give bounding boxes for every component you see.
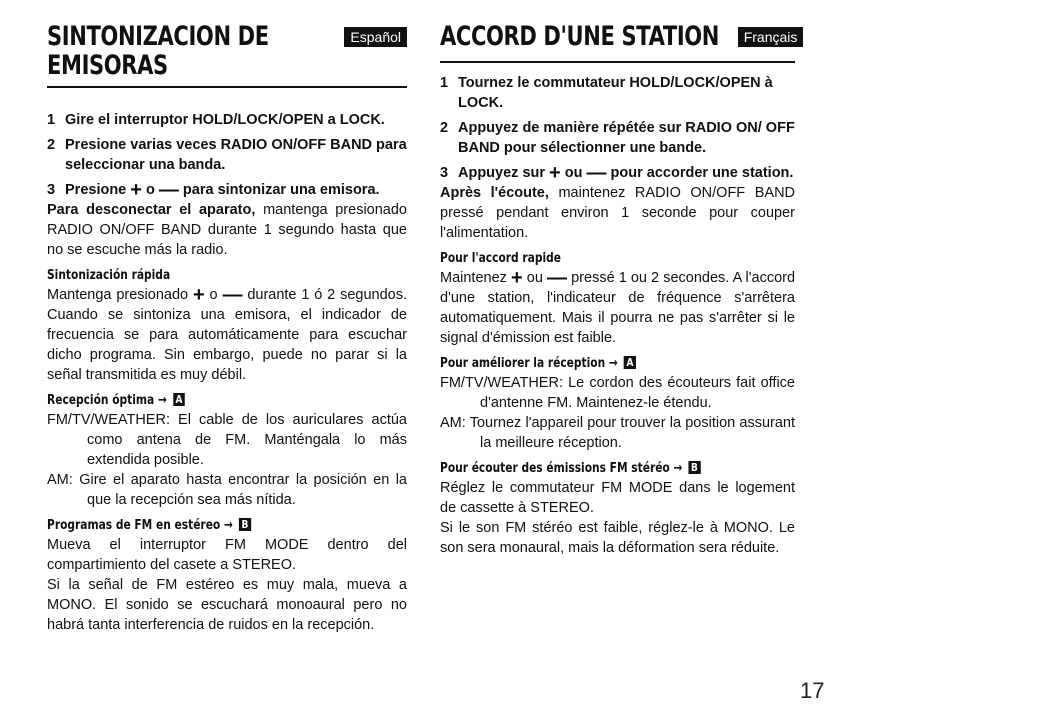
stereo-text-2: Si la señal de FM estéreo es muy mala, mueva a MONO. El sonido se escuchará monoaural pero no habrá tanta interferencia de ruidos en la recepción. xyxy=(47,577,407,633)
reception-heading xyxy=(47,392,342,410)
power-off-paragraph xyxy=(47,200,407,260)
minus-icon: — xyxy=(222,284,243,306)
spanish-title-line-2: EMISORAS xyxy=(47,50,168,81)
divider xyxy=(47,86,407,88)
power-off-text: maintenez RADIO ON/OFF BAND pressé pendant environ 1 seconde pour couper l'alimentation. xyxy=(440,185,796,241)
language-badge-fr: Français xyxy=(738,27,804,47)
step-text-part: o xyxy=(146,182,155,198)
plus-icon: + xyxy=(511,267,523,289)
spanish-column xyxy=(47,22,407,635)
figure-badge: A xyxy=(624,356,636,369)
step-number: 1 xyxy=(47,112,56,128)
plus-icon: + xyxy=(130,179,142,201)
reception-fm-text: FM/TV/WEATHER: El cable de los auriculares actúa como antena de FM. Manténgala lo más extendida posible. xyxy=(47,412,407,468)
french-header xyxy=(440,21,798,52)
body-text-part: Mantenga presionado xyxy=(47,287,189,303)
figure-badge: A xyxy=(173,393,185,406)
divider xyxy=(440,61,795,63)
arrow-icon: → xyxy=(157,393,167,408)
reception-am-text: AM: Tournez l'appareil pour trouver la position assurant la meilleure réception. xyxy=(440,415,795,451)
step-text-part: pour accorder une station. xyxy=(610,165,794,181)
power-off-lead: Para desconectar el aparato, xyxy=(47,202,256,218)
step-number: 2 xyxy=(440,120,449,136)
step-text: Presione varias veces RADIO ON/OFF BAND para seleccionar una banda. xyxy=(65,137,407,173)
plus-icon: + xyxy=(549,162,561,184)
step-list xyxy=(440,73,795,183)
step-item xyxy=(440,73,795,113)
step-text-part: Appuyez sur xyxy=(458,165,546,181)
step-number: 3 xyxy=(440,165,449,181)
reception-heading-text: Recepción óptima xyxy=(47,393,155,408)
step-item xyxy=(47,135,407,175)
step-text: Appuyez de manière répétée sur RADIO ON/ OFF BAND pour sélectionner une bande. xyxy=(458,120,795,156)
power-off-lead: Après l'écoute, xyxy=(440,185,549,201)
reception-am-text: AM: Gire el aparato hasta encontrar la posición en la que la recepción sea más nítida. xyxy=(47,472,407,508)
step-text-part: ou xyxy=(564,165,583,181)
stereo-heading xyxy=(47,517,342,535)
reception-heading-text: Pour améliorer la réception xyxy=(440,356,606,371)
stereo-heading xyxy=(440,460,731,478)
stereo-text-2: Si le son FM stéréo est faible, réglez-le à MONO. Le son sera monaural, mais la déformation sera réduite. xyxy=(440,520,795,556)
stereo-text-1: Réglez le commutateur FM MODE dans le logement de cassette à STEREO. xyxy=(440,480,795,516)
body-text-part: durante 1 ó 2 segundos. Cuando se sintoniza una emisora, el indicador de frecuencia se para automáticamente para escuchar dicho programa. Sin embargo, puede no parar si la señal transmitida es muy débil. xyxy=(47,287,408,383)
figure-badge: B xyxy=(689,461,701,474)
body-text-part: o xyxy=(209,287,218,303)
french-column xyxy=(440,21,798,558)
arrow-icon: → xyxy=(673,461,683,476)
step-list xyxy=(47,110,407,200)
step-item xyxy=(47,110,407,130)
minus-icon: — xyxy=(158,179,179,201)
spanish-title xyxy=(47,22,279,80)
arrow-icon: → xyxy=(223,518,233,533)
spanish-title-line-1: SINTONIZACION DE xyxy=(47,21,269,52)
spanish-header xyxy=(47,22,407,80)
minus-icon: — xyxy=(586,162,607,184)
language-badge-es: Español xyxy=(344,27,407,47)
stereo-text-1: Mueva el interruptor FM MODE dentro del compartimiento del casete a STEREO. xyxy=(47,537,407,573)
step-number: 1 xyxy=(440,75,449,91)
power-off-paragraph xyxy=(440,183,795,243)
stereo-heading-text: Pour écouter des émissions FM stéréo xyxy=(440,461,670,476)
step-text xyxy=(458,163,795,183)
step-text-part: Presione xyxy=(65,182,127,198)
quick-tuning-paragraph xyxy=(47,285,407,385)
body-text-part: ou xyxy=(526,270,543,286)
body-text-part: pressé 1 ou 2 secondes. A l'accord d'une station, l'indicateur de fréquence s'arrêtera automatiquement. Mais il pourra ne pas s'arrêter si le signal d'émission est faible. xyxy=(440,270,796,346)
step-text-part: para sintonizar una emisora. xyxy=(182,182,380,198)
step-item xyxy=(47,180,407,200)
body-text-part: Maintenez xyxy=(440,270,507,286)
quick-tuning-heading: Pour l'accord rapide xyxy=(440,251,561,266)
quick-tuning-heading: Sintonización rápida xyxy=(47,268,171,283)
step-text xyxy=(65,180,407,200)
minus-icon: — xyxy=(547,267,568,289)
step-text: Gire el interruptor HOLD/LOCK/OPEN a LOCK. xyxy=(65,112,385,128)
step-number: 2 xyxy=(47,137,56,153)
reception-heading xyxy=(440,355,731,373)
reception-fm-text: FM/TV/WEATHER: Le cordon des écouteurs fait office d'antenne FM. Maintenez-le étendu. xyxy=(440,375,795,411)
figure-badge: B xyxy=(239,518,251,531)
plus-icon: + xyxy=(192,284,205,306)
arrow-icon: → xyxy=(608,356,618,371)
quick-tuning-paragraph xyxy=(440,268,795,348)
step-number: 3 xyxy=(47,182,56,198)
step-text: Tournez le commutateur HOLD/LOCK/OPEN à LOCK. xyxy=(458,75,773,111)
stereo-heading-text: Programas de FM en estéreo xyxy=(47,518,221,533)
french-title: ACCORD D'UNE STATION xyxy=(440,21,720,52)
power-off-text: mantenga presionado RADIO ON/OFF BAND durante 1 segundo hasta que no se escuche más la radio. xyxy=(47,202,407,258)
step-item xyxy=(440,118,795,158)
step-item xyxy=(440,163,795,183)
page-number: 17 xyxy=(800,678,825,703)
